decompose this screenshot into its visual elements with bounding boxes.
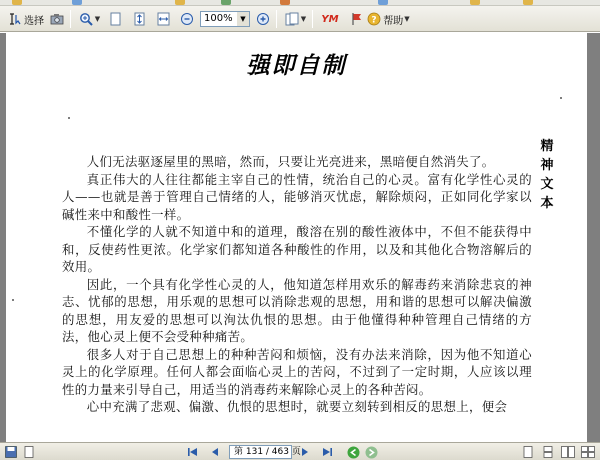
folder-icon[interactable] bbox=[12, 0, 22, 5]
continuous-page-icon bbox=[541, 446, 555, 458]
previous-page-icon bbox=[209, 446, 221, 458]
chevron-down-icon: ▼ bbox=[300, 15, 307, 23]
page-icon bbox=[23, 446, 35, 458]
zoom-out-button[interactable] bbox=[178, 10, 196, 28]
facing-view-button[interactable] bbox=[560, 445, 576, 459]
zoom-in-icon bbox=[255, 11, 271, 27]
continuous-facing-icon bbox=[581, 446, 595, 458]
folder-icon[interactable] bbox=[523, 0, 533, 5]
back-icon bbox=[347, 446, 360, 459]
next-page-icon bbox=[299, 446, 311, 458]
page-layout-dropdown[interactable] bbox=[282, 10, 308, 28]
side-label: 精神文本 bbox=[540, 139, 554, 211]
svg-text:?: ? bbox=[371, 15, 377, 26]
paragraph: 不懂化学的人就不知道中和的道理，酸溶在别的酸性液体中，不但不能获得中和，反使药性更浓。化学家们都知道各种酸性的作用，以及和其他化合物溶解后的效用。 bbox=[62, 224, 532, 274]
scan-speck bbox=[560, 97, 562, 99]
zoom-in-dropdown[interactable] bbox=[76, 10, 102, 28]
page-indicator-input[interactable] bbox=[229, 445, 301, 459]
toolbar-separator bbox=[312, 10, 313, 28]
export-icon[interactable] bbox=[221, 0, 231, 5]
page-indicator: 第 131 / 463 页 bbox=[234, 447, 301, 457]
scan-speck bbox=[12, 299, 14, 301]
help-label: 帮助 bbox=[383, 15, 404, 27]
scan-speck bbox=[68, 117, 70, 119]
paragraph: 人们无法驱逐屋里的黑暗，然而，只要让光亮进来，黑暗便自然消失了。 bbox=[86, 154, 495, 169]
first-page-icon bbox=[187, 446, 199, 458]
zoom-icon bbox=[78, 11, 94, 27]
page-title: 强即自制 bbox=[246, 53, 347, 79]
chevron-down-icon: ▼ bbox=[404, 15, 410, 23]
continuous-view-button[interactable] bbox=[540, 445, 556, 459]
folder-icon[interactable] bbox=[175, 0, 185, 5]
first-page-button[interactable] bbox=[186, 445, 200, 459]
flag-button[interactable] bbox=[348, 10, 366, 28]
snapshot-button[interactable] bbox=[48, 10, 66, 28]
ym-button[interactable] bbox=[318, 10, 342, 28]
text-cursor-icon bbox=[8, 11, 24, 27]
paragraph: 因此，一个具有化学性心灵的人，他知道怎样用欢乐的解毒药来消除悲哀的神志、忧郁的思想，用乐观的思想可以消除悲观的思想，用和谐的思想可以解决偏激的思想，用友爱的思想可以洵汰仇恨的思想。由于他懂得种种管理自己情绪的方法，他心灵上便不会受种种痛苦。 bbox=[62, 276, 532, 344]
folder-icon[interactable] bbox=[470, 0, 480, 5]
fit-page-button[interactable] bbox=[130, 10, 148, 28]
forward-icon bbox=[365, 446, 378, 459]
fit-width-icon bbox=[155, 11, 171, 27]
fit-width-button[interactable] bbox=[154, 10, 172, 28]
document-page bbox=[6, 33, 587, 442]
image-icon[interactable] bbox=[72, 0, 82, 5]
forward-button[interactable] bbox=[364, 445, 378, 459]
browser-icon[interactable] bbox=[378, 0, 388, 5]
paragraph: 心中充满了悲观、偏激、仇恨的思想时，就要立刻转到相反的思想上，便会 bbox=[86, 399, 508, 414]
toolbar-separator bbox=[276, 10, 277, 28]
chevron-down-icon: ▼ bbox=[94, 15, 101, 23]
single-page-view-button[interactable] bbox=[520, 445, 536, 459]
next-page-button[interactable] bbox=[298, 445, 312, 459]
zoom-in-button[interactable] bbox=[254, 10, 272, 28]
chevron-down-icon[interactable]: ▼ bbox=[237, 12, 249, 26]
paragraph: 很多人对于自己思想上的种种苦闷和烦恼，没有办法来消除，因为他不知道心灵上的化学原理。任何人都会面临心灵上的苦闷，不过到了一定时期，人应该以理性的力量来引导自己，用适当的消毒药来解除心灵上的各种苦闷。 bbox=[62, 346, 532, 397]
toolbar-separator bbox=[70, 10, 71, 28]
disk-icon bbox=[5, 446, 17, 458]
single-page-icon bbox=[521, 446, 535, 458]
status-bar bbox=[0, 442, 600, 460]
page-thumbnail-button[interactable] bbox=[22, 445, 36, 459]
save-button[interactable] bbox=[4, 445, 18, 459]
ym-logo-icon: YM bbox=[321, 13, 339, 25]
document-body bbox=[62, 153, 532, 416]
actual-size-button[interactable] bbox=[106, 10, 124, 28]
document-viewport[interactable] bbox=[0, 33, 600, 442]
last-page-icon bbox=[321, 446, 333, 458]
toolbar bbox=[0, 6, 600, 32]
select-label: 选择 bbox=[24, 15, 44, 27]
back-button[interactable] bbox=[346, 445, 360, 459]
vertical-scrollbar[interactable] bbox=[589, 33, 600, 442]
fit-page-icon bbox=[131, 11, 147, 27]
last-page-button[interactable] bbox=[320, 445, 334, 459]
camera-icon bbox=[49, 11, 65, 27]
page-icon bbox=[107, 11, 123, 27]
previous-page-button[interactable] bbox=[208, 445, 222, 459]
zoom-value: 100% bbox=[204, 13, 233, 24]
zoom-select[interactable] bbox=[200, 11, 250, 27]
tool-icon[interactable] bbox=[280, 0, 290, 5]
help-dropdown[interactable] bbox=[366, 10, 410, 28]
page-layout-icon bbox=[284, 11, 300, 27]
paragraph: 真正伟大的人往往都能主宰自己的性情，统治自己的心灵。富有化学性心灵的人——也就是善于管理自己情绪的人，能够消灭忧虑，解除烦闷，正如同化学家以碱性来中和酸性一样。 bbox=[62, 171, 532, 222]
facing-pages-icon bbox=[561, 446, 575, 458]
flag-icon bbox=[349, 11, 365, 27]
zoom-out-icon bbox=[179, 11, 195, 27]
continuous-facing-view-button[interactable] bbox=[580, 445, 596, 459]
select-tool-button[interactable] bbox=[6, 10, 46, 28]
help-icon bbox=[366, 11, 382, 27]
